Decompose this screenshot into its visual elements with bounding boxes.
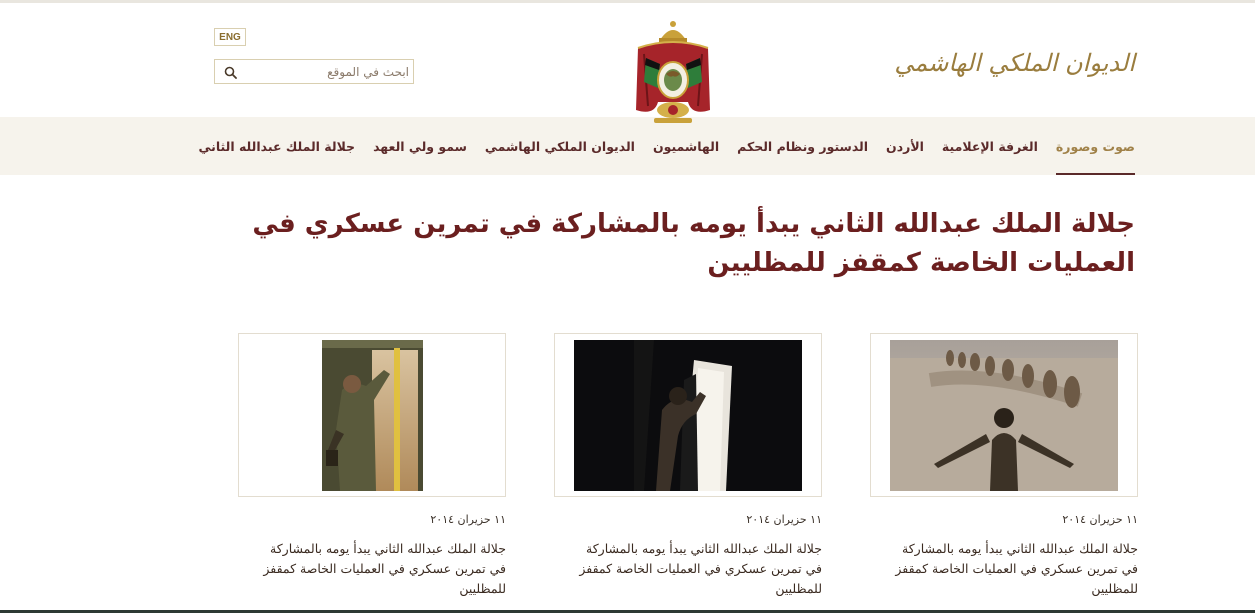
nav-item-hashemites[interactable]: الهاشميون — [652, 138, 720, 154]
gallery-date: ١١ حزيران ٢٠١٤ — [430, 513, 506, 526]
gallery-card — [870, 333, 1138, 596]
gallery-date: ١١ حزيران ٢٠١٤ — [746, 513, 822, 526]
gallery-card — [554, 333, 822, 596]
gallery-date: ١١ حزيران ٢٠١٤ — [1062, 513, 1138, 526]
site-brand-name[interactable]: الديوان الملكي الهاشمي — [894, 49, 1135, 77]
aircraft-door-silhouette-image[interactable] — [574, 340, 802, 491]
royal-coat-of-arms-logo[interactable] — [630, 18, 716, 126]
nav-item-audio-video[interactable]: صوت وصورة — [1056, 117, 1135, 175]
search-icon[interactable] — [224, 66, 237, 79]
nav-item-jordan[interactable]: الأردن — [886, 138, 924, 154]
language-toggle-button[interactable]: ENG — [214, 28, 246, 46]
search-box — [214, 59, 414, 84]
gallery-card — [238, 333, 506, 596]
site-header — [0, 3, 1255, 117]
gallery-image-frame[interactable] — [870, 333, 1138, 497]
nav-item-king-abdullah[interactable]: جلالة الملك عبدالله الثاني — [198, 138, 356, 154]
gallery-title-link[interactable]: جلالة الملك عبدالله الثاني يبدأ يومه بالمشاركة في تمرين عسكري في العمليات الخاصة كمقفز للمظليين — [263, 541, 506, 596]
gallery-image-frame[interactable] — [238, 333, 506, 497]
aircraft-door-jumpmaster-image[interactable] — [322, 340, 423, 491]
soldier-runway-image[interactable] — [890, 340, 1118, 491]
main-navigation — [0, 117, 1255, 175]
search-input[interactable] — [243, 62, 409, 81]
page-title: جلالة الملك عبدالله الثاني يبدأ يومه بالمشاركة في تمرين عسكري في العمليات الخاصة كمقفز للمظليين — [252, 209, 1135, 278]
gallery-image-frame[interactable] — [554, 333, 822, 497]
gallery-title-link[interactable]: جلالة الملك عبدالله الثاني يبدأ يومه بالمشاركة في تمرين عسكري في العمليات الخاصة كمقفز للمظليين — [579, 541, 822, 596]
nav-item-crown-prince[interactable]: سمو ولي العهد — [373, 138, 467, 154]
nav-item-media-room[interactable]: الغرفة الإعلامية — [941, 138, 1038, 154]
gallery-title-link[interactable]: جلالة الملك عبدالله الثاني يبدأ يومه بالمشاركة في تمرين عسكري في العمليات الخاصة كمقفز للمظليين — [895, 541, 1138, 596]
nav-item-constitution[interactable]: الدستور ونظام الحكم — [737, 138, 869, 154]
nav-item-royal-court[interactable]: الديوان الملكي الهاشمي — [484, 138, 635, 154]
